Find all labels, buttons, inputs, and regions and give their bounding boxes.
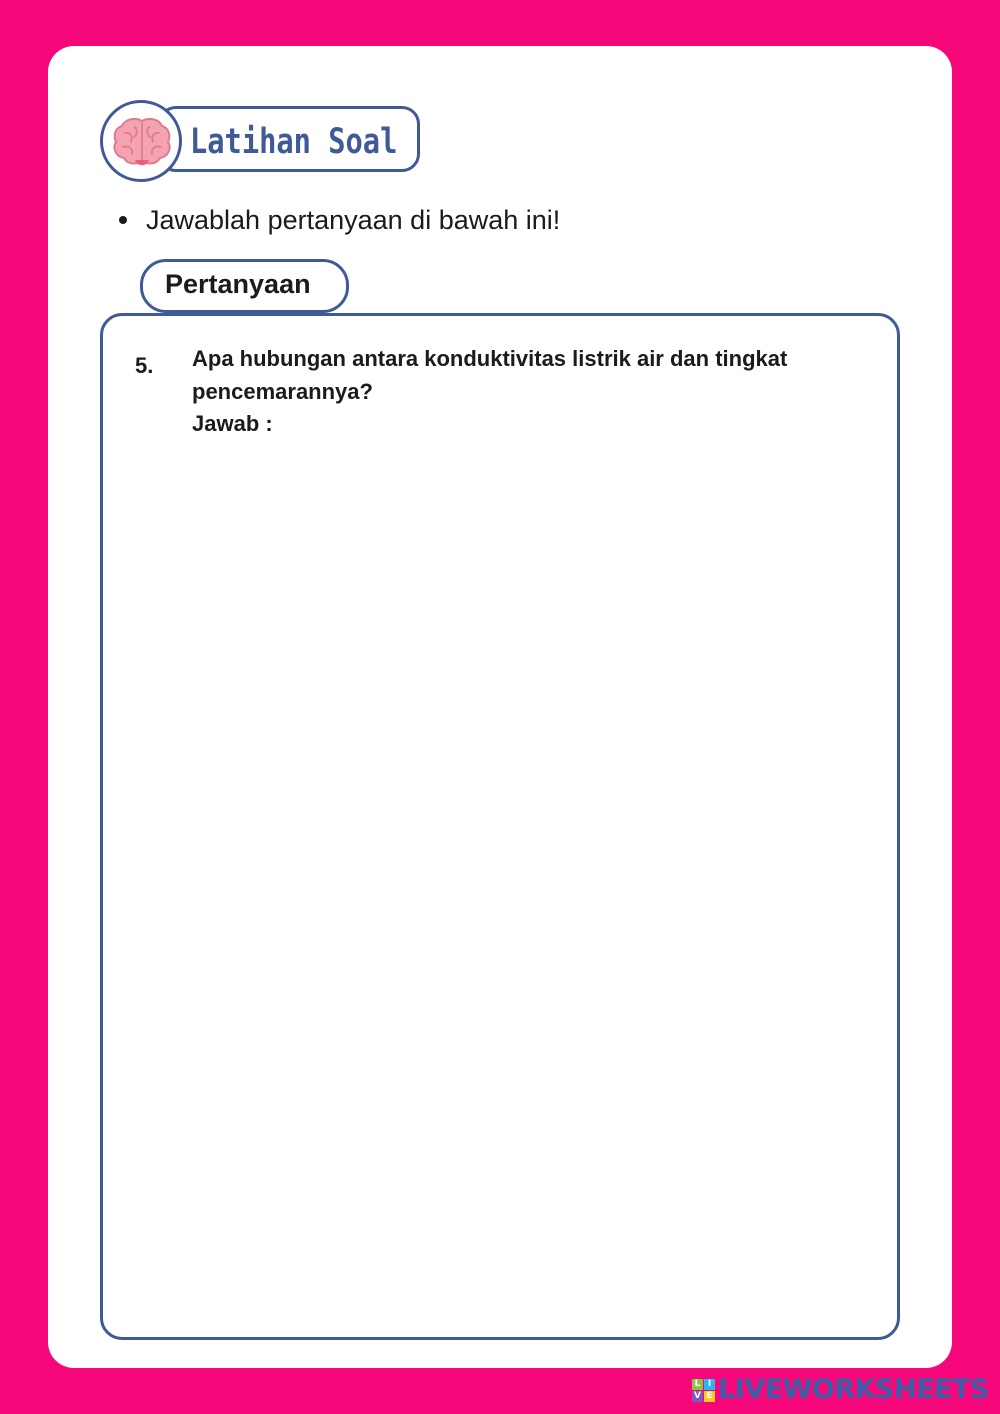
liveworksheets-logo[interactable] [692,1373,989,1407]
question-box [100,313,900,1340]
logo-letter: V [692,1391,703,1402]
logo-letter: I [704,1379,715,1390]
bullet-icon [119,216,127,224]
liveworksheets-grid-icon [692,1379,715,1402]
question-text: Apa hubungan antara konduktivitas listrik air dan tingkat pencemarannya? [192,346,788,404]
logo-letter: E [704,1391,715,1402]
question-number: 5. [135,353,154,378]
logo-text: LIVEWORKSHEETS [718,1374,989,1405]
answer-label: Jawab : [192,411,273,436]
page-title: Latihan Soal [190,122,398,162]
brain-icon [111,115,173,171]
section-label: Pertanyaan [165,269,311,299]
brain-badge [100,100,182,182]
instruction-text: Jawablah pertanyaan di bawah ini! [146,205,561,235]
logo-letter: L [692,1379,703,1390]
